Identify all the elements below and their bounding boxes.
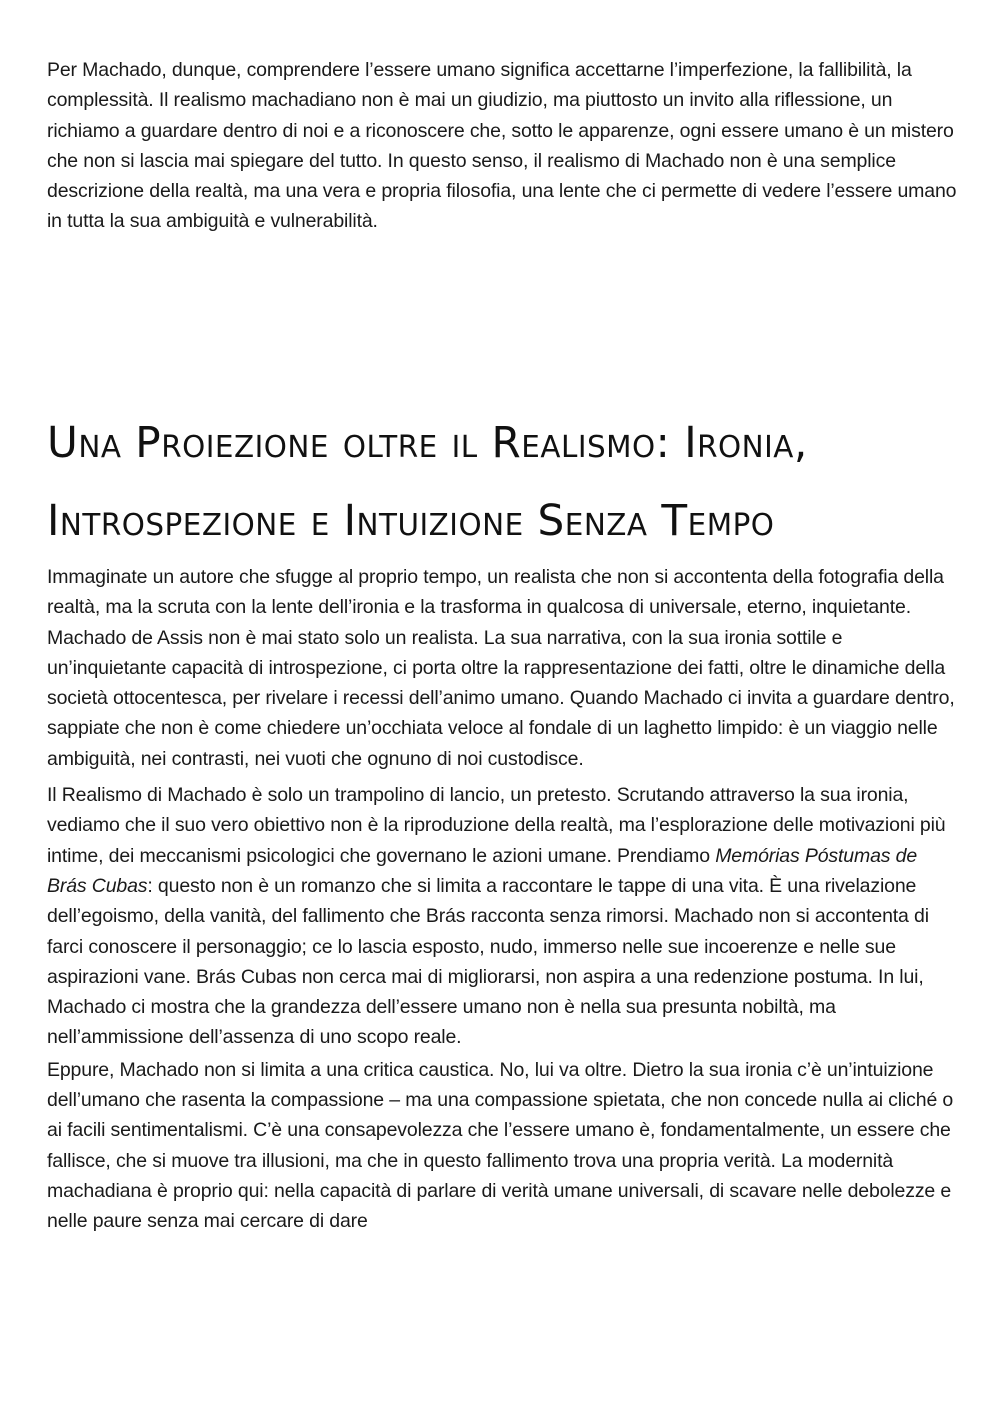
body-paragraph-3: Eppure, Machado non si limita a una critica caustica. No, lui va oltre. Dietro la sua ironia c’è un’intuizione dell’umano che rasenta la compassione – ma una compassione spietata, che non concede nulla ai cliché o ai facili sentimentalismi. C’è una consapevolezza che l’essere umano è, fondamentalmente, un essere che fallisce, che si muove tra illusioni, ma che in questo fallimento trova una propria verità. La modernità machadiana è proprio qui: nella capacità di parlare di verità umane universali, di scavare nelle debolezze e nelle paure senza mai cercare di dare bbox=[47, 1058, 954, 1233]
section-heading: Una Proiezione oltre il Realismo: Ironia, Introspezione e Intuizione Senza Tempo bbox=[47, 418, 808, 546]
intro-paragraph: Per Machado, dunque, comprendere l’essere umano significa accettarne l’imperfezione, la fallibilità, la complessità. Il realismo machadiano non è mai un giudizio, ma piuttosto un invito alla riflessione, un richiamo a guardare dentro di noi e a riconoscere che, sotto le apparenze, ogni essere umano è un mistero che non si lascia mai spiegare del tutto. In questo senso, il realismo di Machado non è una semplice descrizione della realtà, ma una vera e propria filosofia, una lente che ci permette di vedere l’essere umano in tutta la sua ambiguità e vulnerabilità. bbox=[47, 59, 957, 233]
body-paragraph-2 bbox=[47, 780, 957, 1053]
section-body bbox=[47, 562, 957, 1237]
book-title: Memórias Póstumas de Brás Cubas bbox=[47, 844, 918, 897]
paragraph-2-text-start: Il Realismo di Machado è solo un trampolino di lancio, un pretesto. Scrutando attraverso la sua ironia, vediamo che il suo vero obiettivo non è la riproduzione della realtà, ma l’esplorazione delle motivazioni più intime, dei meccanismi psicologici che governano le azioni umane. Prendiamo bbox=[47, 784, 946, 867]
paragraph-2-text-end: : questo non è un romanzo che si limita a raccontare le tappe di una vita. È una rivelazione dell’egoismo, della vanità, del fallimento che Brás racconta senza rimorsi. Machado non si accontenta di farci conoscere il personaggio; ce lo lascia esposto, nudo, immerso nelle sue incoerenze e nelle sue aspirazioni vane. Brás Cubas non cerca mai di migliorarsi, non aspira a una redenzione postuma. In lui, Machado ci mostra che la grandezza dell’essere umano non è nella sua presunta nobiltà, ma nell’ammissione dell’assenza di uno scopo reale. bbox=[47, 874, 929, 1049]
body-paragraph-1: Immaginate un autore che sfugge al proprio tempo, un realista che non si accontenta della fotografia della realtà, ma la scruta con la lente dell’ironia e la trasforma in qualcosa di universale, eterno, inquietante. Machado de Assis non è mai stato solo un realista. La sua narrativa, con la sua ironia sottile e un’inquietante capacità di introspezione, ci porta oltre la rappresentazione dei fatti, oltre le dinamiche della società ottocentesca, per rivelare i recessi dell’animo umano. Quando Machado ci invita a guardare dentro, sappiate che non è come chiedere un’occhiata veloce al fondale di un laghetto limpido: è un viaggio nelle ambiguità, nei contrasti, nei vuoti che ognuno di noi custodisce. bbox=[47, 566, 955, 770]
